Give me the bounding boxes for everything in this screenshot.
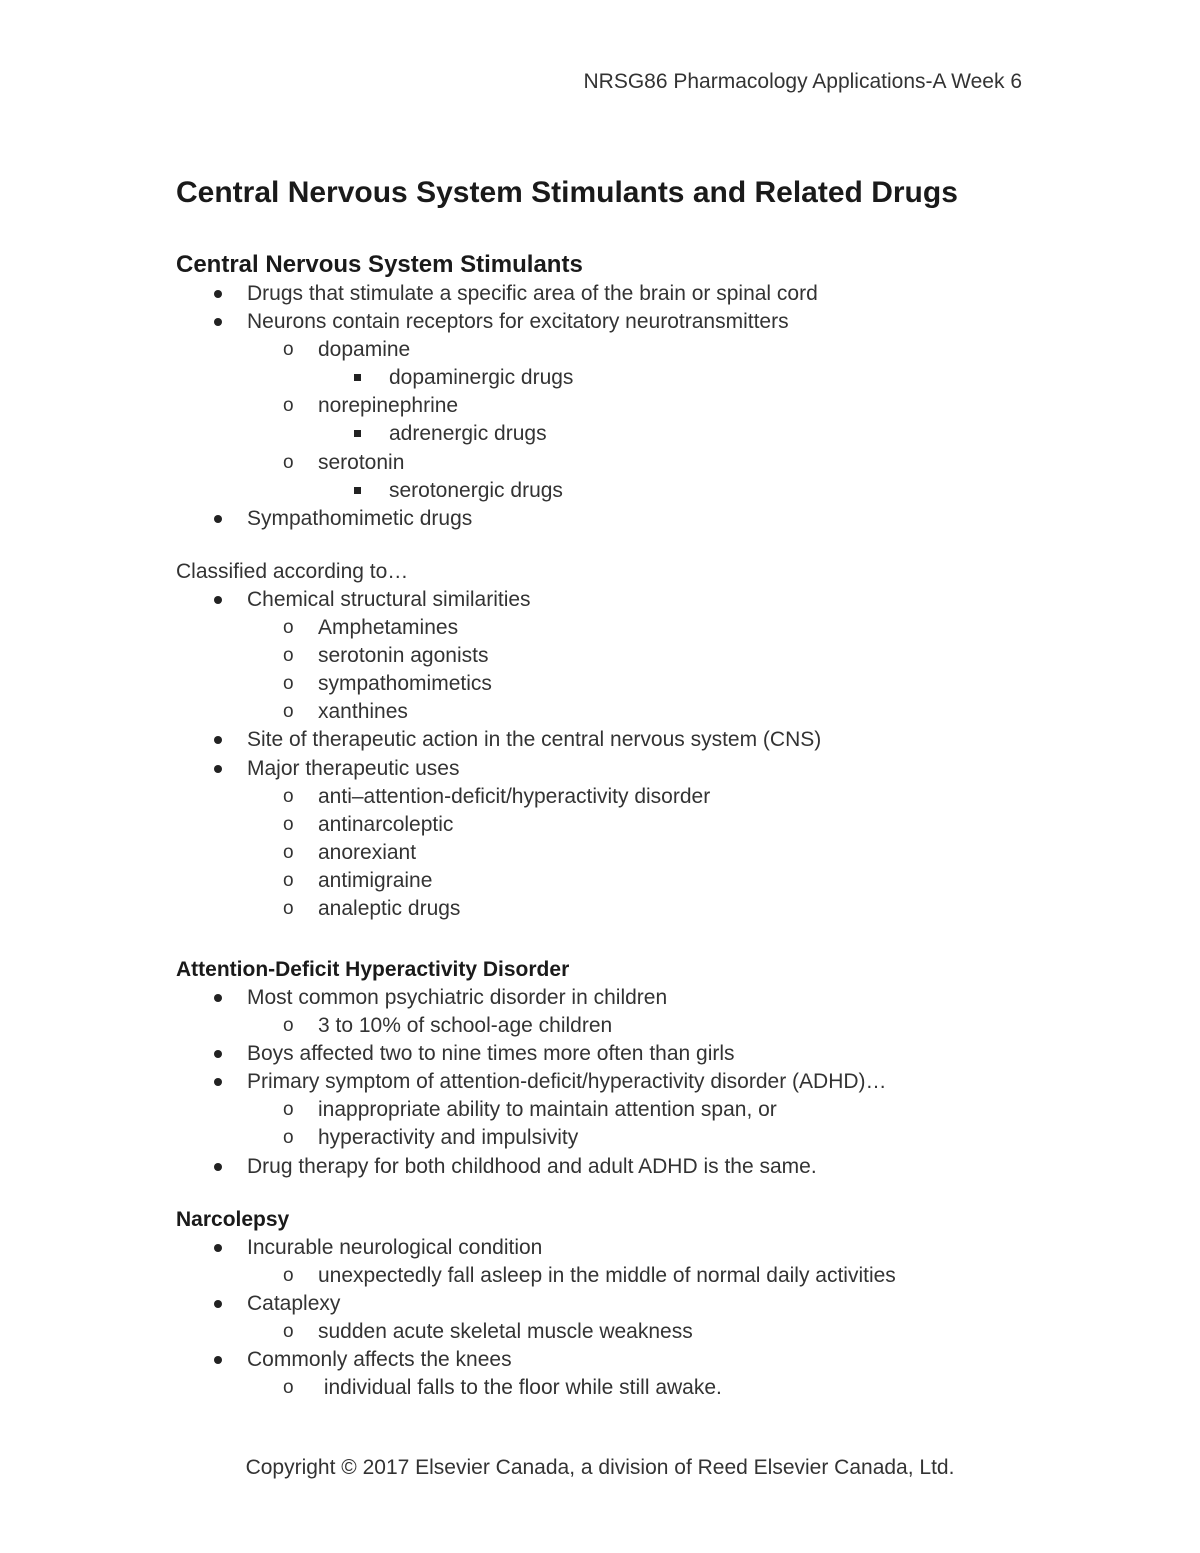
- section-intro: Classified according to…: [176, 560, 409, 583]
- list-item: [176, 1040, 1076, 1068]
- list-item-text: norepinephrine: [318, 394, 459, 418]
- section-classified: [176, 558, 1076, 923]
- bullet-dot-icon: [214, 515, 222, 523]
- list-item: [176, 449, 1076, 477]
- bullet-dot-icon: [214, 1078, 222, 1086]
- list-item-text: inappropriate ability to maintain attention span, or: [318, 1098, 777, 1122]
- list-item-text: analeptic drugs: [318, 897, 461, 921]
- list-item: [176, 755, 1076, 783]
- list-item-text: Neurons contain receptors for excitatory neurotransmitters: [247, 310, 789, 334]
- bullet-circle-icon: o: [283, 395, 294, 417]
- bullet-circle-icon: o: [283, 1265, 294, 1287]
- list-item-text: Primary symptom of attention-deficit/hyperactivity disorder (ADHD)…: [247, 1070, 887, 1094]
- list-item: [176, 1096, 1076, 1124]
- section-heading: Central Nervous System Stimulants: [176, 251, 583, 278]
- list-item: [176, 308, 1076, 336]
- list-item-text: dopaminergic drugs: [389, 366, 574, 390]
- list-item: [176, 1068, 1076, 1096]
- bullet-dot-icon: [214, 1356, 222, 1364]
- bullet-circle-icon: o: [283, 645, 294, 667]
- list-item: [176, 1153, 1076, 1181]
- list-item-text: anti–attention-deficit/hyperactivity disorder: [318, 784, 711, 808]
- list-item: [176, 280, 1076, 308]
- list-item-text: Site of therapeutic action in the central nervous system (CNS): [247, 728, 822, 752]
- bullet-circle-icon: o: [283, 813, 294, 835]
- list-item: [176, 1346, 1076, 1374]
- section-adhd: [176, 956, 1076, 1181]
- list-item: [176, 586, 1076, 614]
- copyright-footer: Copyright © 2017 Elsevier Canada, a division of Reed Elsevier Canada, Ltd.: [245, 1456, 955, 1479]
- section-narcolepsy: [176, 1206, 1076, 1403]
- list-item-text: Drugs that stimulate a specific area of the brain or spinal cord: [247, 282, 818, 305]
- list-item-text: 3 to 10% of school-age children: [318, 1014, 613, 1038]
- section-heading: Attention-Deficit Hyperactivity Disorder: [176, 958, 570, 981]
- section-heading: Narcolepsy: [176, 1208, 290, 1231]
- bullet-circle-icon: o: [283, 1099, 294, 1121]
- list-item: [176, 336, 1076, 364]
- list-item: [176, 642, 1076, 670]
- list-item-text: serotonergic drugs: [389, 478, 563, 502]
- bullet-circle-icon: o: [283, 339, 294, 361]
- list-item-text: Major therapeutic uses: [247, 756, 460, 780]
- list-item: [176, 1234, 1076, 1262]
- bullet-circle-icon: o: [283, 841, 294, 863]
- list-item-text: Chemical structural similarities: [247, 588, 531, 611]
- bullet-circle-icon: o: [283, 1321, 294, 1343]
- list-item-text: antimigraine: [318, 868, 433, 892]
- bullet-dot-icon: [214, 290, 222, 298]
- bullet-dot-icon: [214, 994, 222, 1002]
- bullet-circle-icon: o: [283, 1377, 294, 1399]
- bullet-circle-icon: o: [283, 898, 294, 920]
- bullet-dot-icon: [214, 765, 222, 773]
- document-title: Central Nervous System Stimulants and Related Drugs: [176, 176, 958, 209]
- list-item-text: xanthines: [318, 700, 408, 724]
- list-item-text: adrenergic drugs: [389, 422, 547, 446]
- bullet-dot-icon: [214, 1050, 222, 1058]
- bullet-circle-icon: o: [283, 869, 294, 891]
- list-item: [176, 1262, 1076, 1290]
- list-item-text: serotonin agonists: [318, 644, 489, 668]
- bullet-square-icon: [354, 430, 361, 437]
- list-item-text: anorexiant: [318, 840, 417, 864]
- bullet-circle-icon: o: [283, 785, 294, 807]
- list-item: [176, 698, 1076, 726]
- list-item-text: Amphetamines: [318, 616, 459, 640]
- list-item-text: antinarcoleptic: [318, 812, 454, 836]
- section-cns-stimulants: [176, 250, 1076, 533]
- list-item: [176, 984, 1076, 1012]
- list-item-text: sympathomimetics: [318, 672, 492, 696]
- list-item-text: Sympathomimetic drugs: [247, 506, 473, 530]
- list-item: [176, 867, 1076, 895]
- list-item-text: hyperactivity and impulsivity: [318, 1126, 579, 1150]
- bullet-circle-icon: o: [283, 1127, 294, 1149]
- bullet-circle-icon: o: [283, 1015, 294, 1037]
- list-item: [176, 477, 1076, 505]
- list-item: [176, 1012, 1076, 1040]
- bullet-dot-icon: [214, 596, 222, 604]
- list-item: [176, 614, 1076, 642]
- bullet-dot-icon: [214, 318, 222, 326]
- list-item: [176, 1374, 1076, 1402]
- list-item: [176, 1124, 1076, 1152]
- page-header: NRSG86 Pharmacology Applications-A Week 6: [583, 70, 1022, 93]
- list-item-text: serotonin: [318, 450, 405, 474]
- list-item: [176, 1318, 1076, 1346]
- list-item-text: Most common psychiatric disorder in children: [247, 986, 668, 1009]
- bullet-circle-icon: o: [283, 701, 294, 723]
- bullet-dot-icon: [214, 1244, 222, 1252]
- list-item: [176, 839, 1076, 867]
- list-item-text: sudden acute skeletal muscle weakness: [318, 1320, 693, 1344]
- list-item-text: individual falls to the floor while still awake.: [318, 1376, 722, 1400]
- list-item-text: Boys affected two to nine times more often than girls: [247, 1042, 735, 1066]
- list-item-text: Drug therapy for both childhood and adult ADHD is the same.: [247, 1154, 817, 1178]
- list-item: [176, 1290, 1076, 1318]
- list-item-text: dopamine: [318, 338, 411, 362]
- bullet-circle-icon: o: [283, 673, 294, 695]
- list-item: [176, 505, 1076, 533]
- bullet-dot-icon: [214, 736, 222, 744]
- list-item: [176, 392, 1076, 420]
- list-item: [176, 670, 1076, 698]
- list-item-text: unexpectedly fall asleep in the middle of normal daily activities: [318, 1264, 896, 1288]
- bullet-square-icon: [354, 374, 361, 381]
- list-item-text: Incurable neurological condition: [247, 1236, 543, 1259]
- bullet-dot-icon: [214, 1163, 222, 1171]
- list-item: [176, 811, 1076, 839]
- list-item: [176, 420, 1076, 448]
- list-item: [176, 364, 1076, 392]
- bullet-circle-icon: o: [283, 617, 294, 639]
- bullet-dot-icon: [214, 1300, 222, 1308]
- bullet-circle-icon: o: [283, 451, 294, 473]
- list-item-text: Cataplexy: [247, 1292, 341, 1316]
- bullet-square-icon: [354, 487, 361, 494]
- list-item: [176, 783, 1076, 811]
- list-item: [176, 895, 1076, 923]
- list-item: [176, 726, 1076, 754]
- list-item-text: Commonly affects the knees: [247, 1348, 512, 1372]
